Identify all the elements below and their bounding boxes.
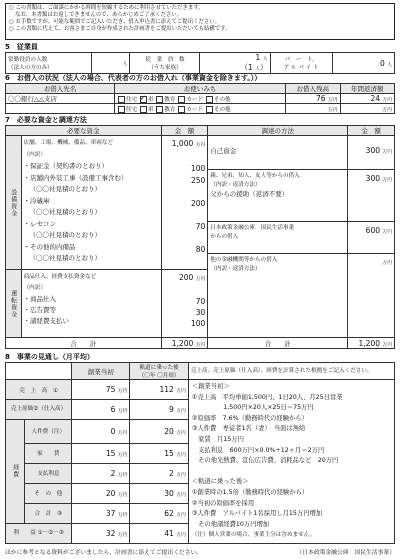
equip-item: （〇〇社見積のとおり） (29, 231, 102, 239)
relatives-loan: 親、兄弟、知人、友人等からの借入 （内訳・返済方法） 父からの援助（返済不要） (208, 170, 347, 222)
h-amount: 金 額 (161, 126, 208, 136)
officers-label: 常勤役員の人数 （法人の方のみ） (6, 53, 92, 74)
source-amounts (348, 136, 395, 338)
balance-value[interactable]: 万円 (286, 104, 340, 114)
checkbox-card[interactable] (178, 96, 185, 103)
h-lender: お借入先名 (6, 84, 115, 94)
lender-name[interactable]: 〇〇銀行△△支店 (6, 94, 115, 104)
profit-track[interactable]: 41 万円 (130, 523, 188, 543)
own-funds-amount[interactable]: 300 万円 (348, 136, 394, 170)
other-amount[interactable]: 万円 (382, 261, 392, 266)
equip-item: ・その他的内備品 (23, 242, 76, 251)
part-label: パ ー ト、 ア ル バ イ ト (270, 53, 332, 74)
section-5-title: 5 従業員 (5, 43, 38, 51)
row-cogs-label: 売上原価②（仕入高） (6, 400, 72, 420)
equip-item: ・保証金（契約書のとおり） (23, 162, 109, 170)
jfc-loan: 日本政策金融公庫 国民生活事業 からの借入 (208, 222, 347, 254)
checkbox-car[interactable] (140, 96, 147, 103)
jfc-amount[interactable]: 600 万円 (348, 222, 394, 254)
h-amount: 金 額 (348, 126, 395, 136)
checkbox-card[interactable] (178, 106, 185, 113)
section-8-title: 8 事業の見通し（月平均） (5, 353, 94, 361)
sales-start[interactable]: 75 万円 (72, 380, 130, 400)
checkbox-other[interactable] (206, 96, 213, 103)
labor-track[interactable]: 20 万円 (130, 420, 188, 444)
labor-start[interactable]: 0 万円 (72, 420, 130, 444)
annual-value[interactable]: 万円 (340, 104, 394, 114)
work-item: ・広告費等 (23, 306, 57, 314)
officers-field[interactable]: 人 (91, 53, 130, 74)
work-item: ・諸経費支払い (23, 317, 70, 325)
work-item: ・商品仕入 (23, 295, 57, 303)
h-annual: 年間返済額 (340, 84, 394, 94)
funding-table (5, 125, 395, 349)
h-purpose: お使いみち (114, 84, 285, 94)
equip-item: ・レセコン (23, 219, 57, 228)
row-labor-label: 人件費（注） (25, 420, 72, 444)
note-line: ○ この書類は、ご面談にかかる時間を短縮するために利用させていただきます。 (9, 5, 204, 11)
other-loan: 他の金融機関等からの借入 （内訳・返済方法） (210, 257, 278, 272)
work-amounts: 200 万円 70 30 100 (161, 270, 208, 338)
equip-amounts: 1,000 万円 100 250 200 70 80 (161, 136, 208, 270)
checkbox-other[interactable] (206, 106, 213, 113)
checkbox-housing[interactable] (118, 106, 125, 113)
equip-item: （〇〇社見積のとおり） (29, 208, 102, 216)
total-left: 1,200 万円 (161, 338, 208, 349)
part-field[interactable]: 0 人 (332, 53, 394, 74)
checkbox-housing[interactable] (118, 96, 125, 103)
total-label-left: 合 計 (6, 338, 162, 349)
section-6-title: 6 お借入の状況（法人の場合、代表者の方のお借入れ（事業資金を除きます。）） (5, 74, 262, 82)
annual-value[interactable]: 24 万円 (340, 94, 394, 104)
row-other-label: そ の 他 (25, 483, 72, 503)
expense-label: 経費 (6, 420, 25, 524)
rent-track[interactable]: 15 万円 (130, 443, 188, 463)
row-subtotal-label: 合 計 ③ (25, 503, 72, 523)
h-track: 軌道に乗った後 （〇年 〇月頃） (130, 363, 188, 380)
interest-start[interactable]: 2 万円 (72, 463, 130, 483)
h-need: 必要な資金 (6, 126, 162, 136)
purpose-checkboxes: 住宅 ✓ 車 教育 カード その他 (114, 94, 285, 104)
note-line: ○ お手数ですが、可能な範囲でご記入いただき、借入申込書に添えてご提出ください。 (9, 19, 221, 25)
footer-issuer: （日本政策金融公庫 国民生活事業） (296, 550, 395, 556)
profit-start[interactable]: 32 万円 (72, 523, 130, 543)
own-funds-label: 自己資金 (208, 136, 347, 170)
checkbox-education[interactable] (156, 96, 163, 103)
section-7-title: 7 必要な資金と調達方法 (5, 116, 87, 124)
checkbox-education[interactable] (156, 106, 163, 113)
source-cell (208, 136, 348, 338)
row-profit-label: 利 益 ①－②－③ (6, 523, 72, 543)
staff-field[interactable]: 1 人 （1 人） (200, 53, 270, 74)
equip-item: ・冷蔵庫 (23, 196, 50, 205)
equip-desc: 店舗、工場、機械、備品、車両など （内訳） ・保証金（契約書のとおり） ・店舗内外装工事（設備工事含む） （〇〇社見積のとおり） ・冷蔵庫 （〇〇社見積のとおり） ・レセコン （〇〇社見積のとおり） ・その他的内備品 （〇〇社見積のとおり） (21, 136, 161, 270)
h-source: 調達の方法 (208, 126, 348, 136)
total-right: 1,200 万円 (348, 338, 395, 349)
total-label-right: 合 計 (208, 338, 348, 349)
row-sales-label: 売 上 高 ① (6, 380, 72, 400)
subtotal-start[interactable]: 37 万円 (72, 503, 130, 523)
instructions-box (5, 3, 395, 40)
rent-start[interactable]: 15 万円 (72, 443, 130, 463)
interest-track[interactable]: 2 万円 (130, 463, 188, 483)
work-label: 運転資金 (6, 270, 22, 338)
relatives-amount[interactable]: 300 万円 (348, 170, 394, 222)
note-line: ○ この書類に代えて、お客さまご自身が作成された計画書をご提出いただいても結構です。 (9, 26, 231, 32)
checkbox-car[interactable] (140, 106, 147, 113)
note-line: なお、本書類はお返しできませんので、あらかじめご了承ください。 (15, 12, 183, 18)
employees-table (5, 52, 395, 74)
work-desc: 商品仕入、経費支払資金など （内訳） ・商品仕入 ・広告費等 ・諸経費支払い (21, 270, 161, 338)
staff-label: 従 業 員 数 （うち家族） (130, 53, 200, 74)
row-rent-label: 家 賃 (25, 443, 72, 463)
h-balance: お借入残高 (286, 84, 340, 94)
other-track[interactable]: 30 万円 (130, 483, 188, 503)
sales-track[interactable]: 112 万円 (130, 380, 188, 400)
loans-table (5, 83, 395, 114)
equip-item: （〇〇社見積のとおり） (29, 185, 102, 193)
h-blank (6, 363, 72, 380)
cogs-track[interactable]: 9 万円 (130, 400, 188, 420)
equip-label: 設備資金 (6, 136, 22, 270)
h-start: 創業当初 (72, 363, 130, 380)
h-basis: 売上高、売上原価（仕入高）、経費を計算された根拠をご記入ください。 (188, 363, 394, 380)
footer-note: ほかに参考となる資料がございましたら、計画書に添えてご提出ください。 (5, 550, 203, 556)
balance-value[interactable]: 76 万円 (286, 94, 340, 104)
outlook-table (5, 362, 395, 544)
purpose-checkboxes: 住宅 車 教育 カード その他 (114, 104, 285, 114)
equip-item: （〇〇社見積のとおり） (29, 254, 102, 262)
equip-item: ・店舗内外装工事（設備工事含む） (23, 173, 128, 182)
other-start[interactable]: 20 万円 (72, 483, 130, 503)
subtotal-track[interactable]: 62 万円 (130, 503, 188, 523)
cogs-start[interactable]: 6 万円 (72, 400, 130, 420)
basis-text[interactable]: ＜創業当初＞ ①売上高 平均単価1,500円、1日20人、月25日営業 1,500円×20人×25日＝75万円 ②原価率 7.6%（勤務時代の経験から） ③人件費 専従者1名（妻） 当面は無給 家賃 月15万円 支払利息 600万円×0.0%÷12ヶ月＝2万円 その他光熱費、宣伝広告費、消耗品など 20万円 ＜軌道に乗った後＞ ①創業時の1.5倍（勤務時代の経験から） ②当初の原価率を採用 ③人件費 アルバイト1名採用し月15万円増加 その他諸経費10万円増加 （注）個人営業の場合、事業主分は含めません。 (188, 380, 394, 544)
row-interest-label: 支払利息 (25, 463, 72, 483)
lender-name-empty[interactable] (6, 104, 115, 114)
